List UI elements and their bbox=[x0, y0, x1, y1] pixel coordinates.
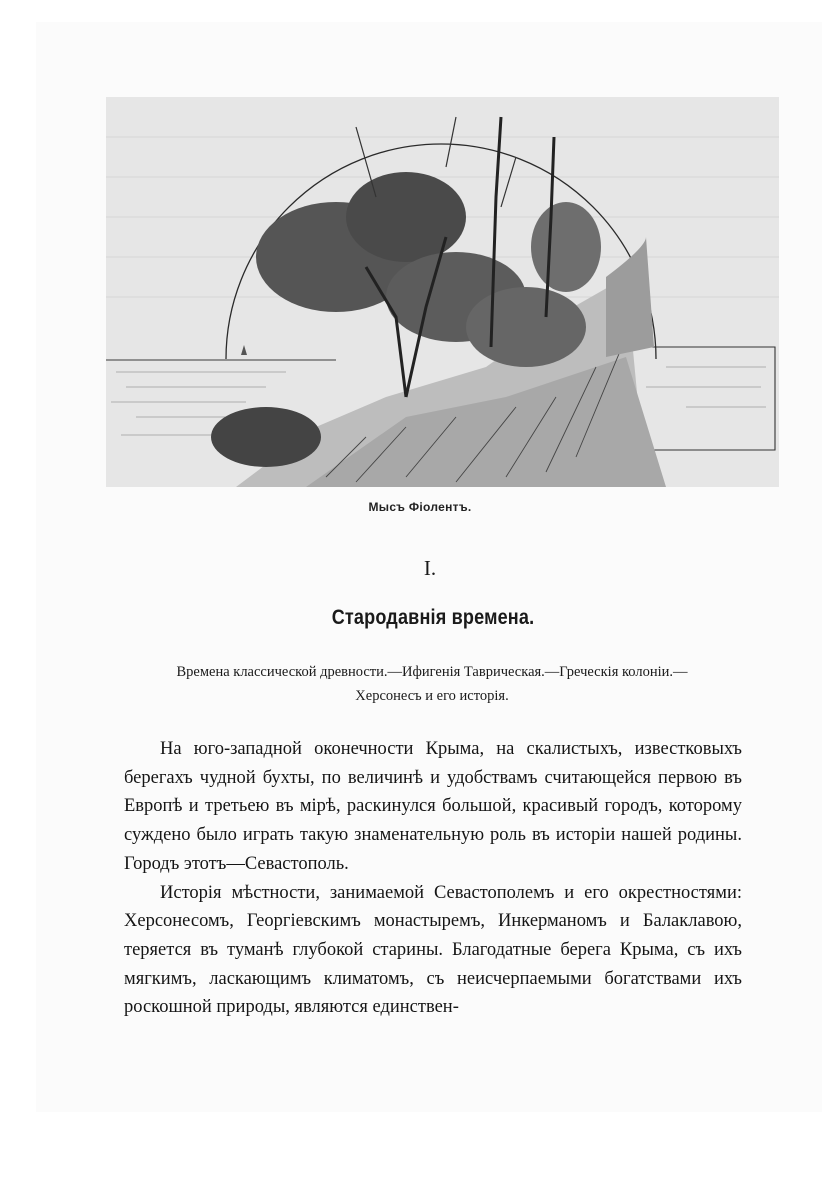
body-text bbox=[124, 735, 742, 1022]
chapter-summary-line: Времена классической древности.—Ифигенія Таврическая.—Греческія колоніи.— bbox=[176, 664, 688, 680]
paragraph: Исторія мѣстности, занимаемой Севастополемъ и его окрестностями: Херсонесомъ, Георгіевскимъ монастыремъ, Инкерманомъ и Балаклавою, теряется въ туманѣ глубокой старины. Благодатные берега Крыма, съ ихъ мягкимъ, ласкающимъ климатомъ, съ неисчерпаемыми богатствами ихъ роскошной природы, являются единствен- bbox=[124, 882, 742, 1018]
chapter-number: I. bbox=[423, 556, 437, 580]
chapter-title: Стародавнія времена. bbox=[331, 606, 535, 629]
chapter-summary bbox=[120, 660, 744, 708]
cape-fiolent-illustration bbox=[106, 97, 779, 487]
illustration-caption: Мысъ Фіолентъ. bbox=[368, 500, 472, 514]
paragraph: На юго-западной оконечности Крыма, на скалистыхъ, известковыхъ берегахъ чудной бухты, по величинѣ и удобствамъ считающейся первою въ Европѣ и третьею въ мірѣ, раскинулся большой, красивый городъ, которому суждено было играть такую знаменательную роль въ исторіи нашей родины. Городъ этотъ—Севастополь. bbox=[124, 739, 742, 874]
chapter-summary-line: Херсонесъ и его исторія. bbox=[355, 688, 509, 704]
